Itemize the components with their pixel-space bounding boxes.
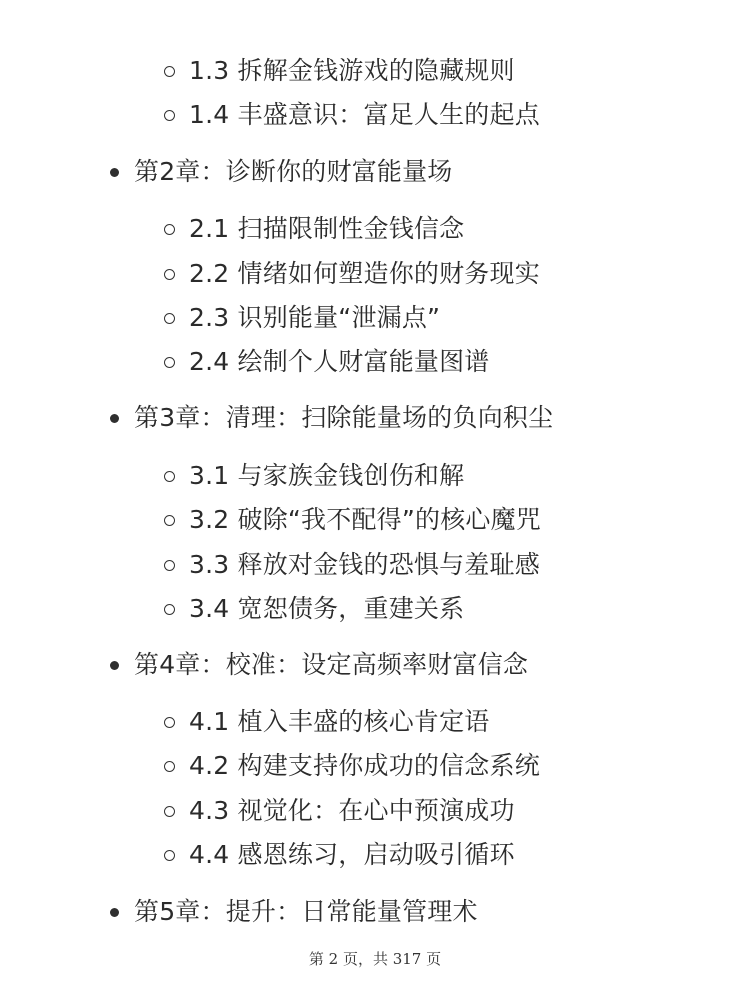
toc-section-label: 4.1 植入丰盛的核心肯定语 [189, 707, 490, 736]
hollow-bullet-icon [164, 357, 175, 368]
toc-chapter-label: 第4章：校准：设定高频率财富信念 [134, 650, 529, 679]
hollow-bullet-icon [164, 66, 175, 77]
hollow-bullet-icon [164, 717, 175, 728]
toc-section-label: 2.3 识别能量“泄漏点” [189, 303, 441, 332]
filled-bullet-icon [110, 908, 119, 917]
toc-section-label: 4.3 视觉化：在心中预演成功 [189, 796, 515, 825]
filled-bullet-icon [110, 168, 119, 177]
toc-section-label: 1.3 拆解金钱游戏的隐藏规则 [189, 56, 515, 85]
filled-bullet-icon [110, 661, 119, 670]
hollow-bullet-icon [164, 761, 175, 772]
hollow-bullet-icon [164, 560, 175, 571]
toc-section-label: 2.2 情绪如何塑造你的财务现实 [189, 259, 540, 288]
toc-section-label: 4.4 感恩练习，启动吸引循环 [189, 840, 515, 869]
toc-chapter-label: 第2章：诊断你的财富能量场 [134, 157, 453, 186]
toc-chapter-label: 第5章：提升：日常能量管理术 [134, 897, 478, 926]
hollow-bullet-icon [164, 471, 175, 482]
toc-section-label: 3.3 释放对金钱的恐惧与羞耻感 [189, 550, 540, 579]
hollow-bullet-icon [164, 850, 175, 861]
hollow-bullet-icon [164, 269, 175, 280]
toc-section-label: 2.1 扫描限制性金钱信念 [189, 214, 465, 243]
toc-section-label: 3.4 宽恕债务，重建关系 [189, 594, 465, 623]
toc-section-label: 3.1 与家族金钱创伤和解 [189, 461, 465, 490]
toc-section-label: 2.4 绘制个人财富能量图谱 [189, 347, 490, 376]
hollow-bullet-icon [164, 110, 175, 121]
page-number-footer: 第 2 页，共 317 页 [308, 950, 442, 968]
hollow-bullet-icon [164, 806, 175, 817]
toc-section-label: 1.4 丰盛意识：富足人生的起点 [189, 100, 540, 129]
toc-section-label: 4.2 构建支持你成功的信念系统 [189, 751, 540, 780]
hollow-bullet-icon [164, 604, 175, 615]
hollow-bullet-icon [164, 313, 175, 324]
toc-section-label: 3.2 破除“我不配得”的核心魔咒 [189, 505, 542, 534]
filled-bullet-icon [110, 414, 119, 423]
toc-chapter-label: 第3章：清理：扫除能量场的负向积尘 [134, 403, 554, 432]
hollow-bullet-icon [164, 224, 175, 235]
hollow-bullet-icon [164, 515, 175, 526]
